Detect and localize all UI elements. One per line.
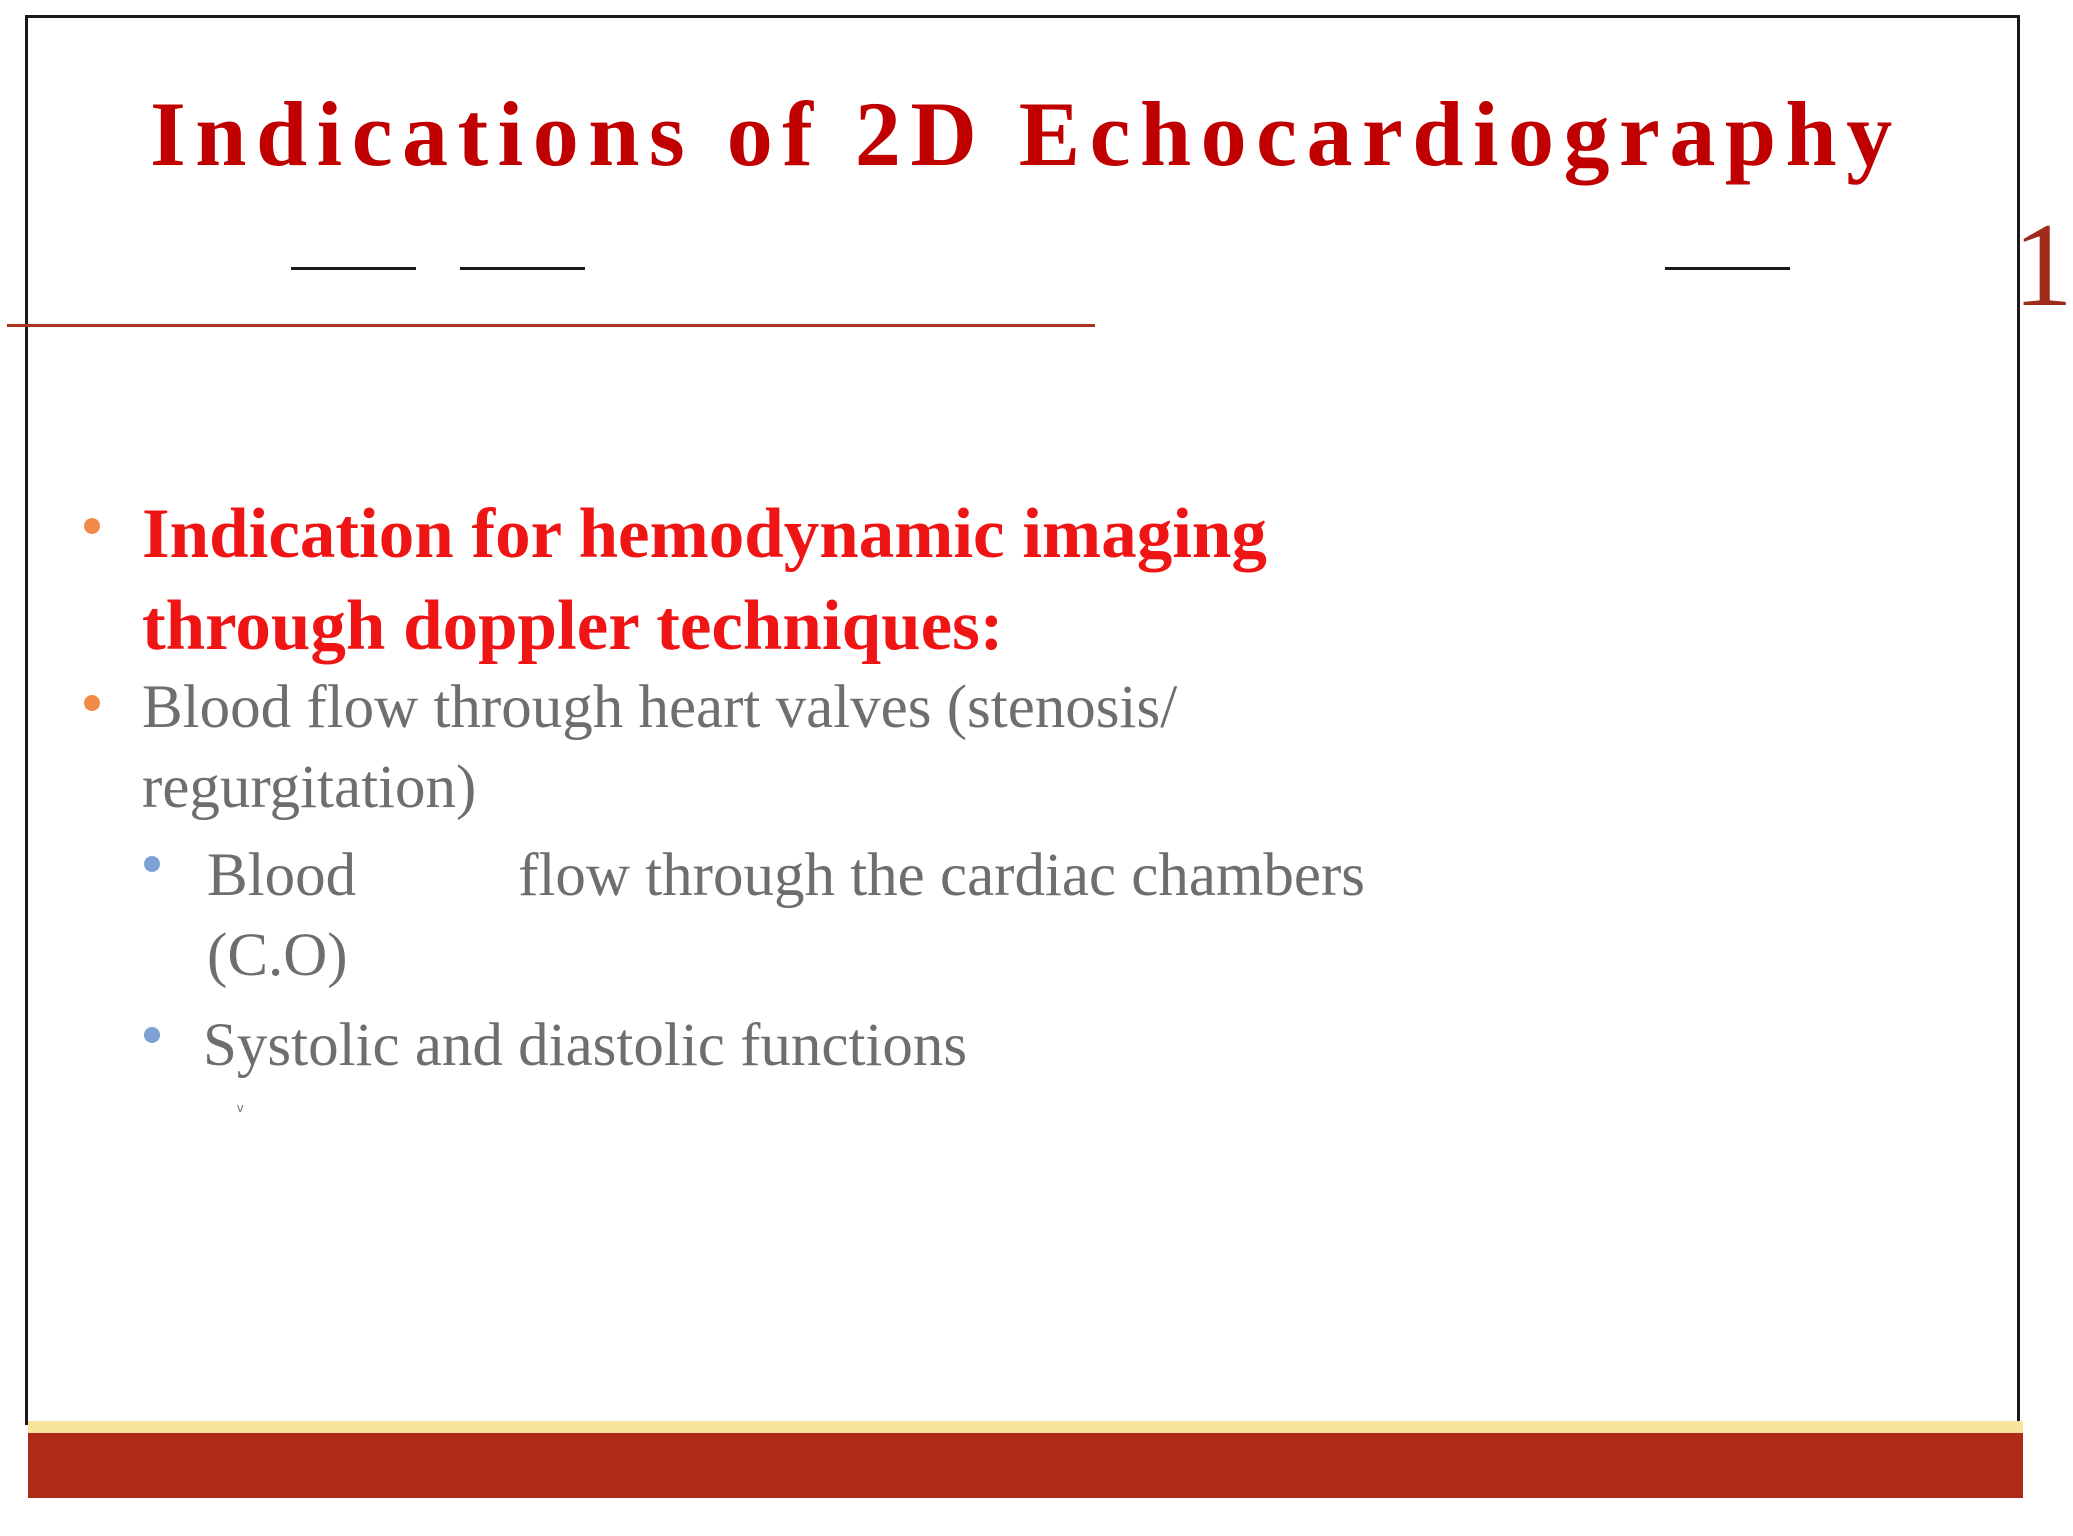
- footer-band: [28, 1433, 2023, 1498]
- section-heading: [142, 488, 1542, 672]
- bullet-dot: [144, 856, 160, 872]
- underline-dash: [1665, 267, 1790, 270]
- slide-number: 1: [2013, 198, 2073, 331]
- bullet-text-line: regurgitation): [142, 754, 477, 821]
- sub-bullet-item: [203, 1006, 1603, 1086]
- bullet-text-line: [207, 836, 1607, 916]
- underline-dash: [460, 267, 585, 270]
- bullet-text-part: flow through the cardiac chambers: [518, 842, 1366, 909]
- bullet-text-part: Blood: [207, 842, 357, 909]
- footer-stripe: [28, 1421, 2023, 1433]
- bullet-dot: [144, 1027, 160, 1043]
- bullet-text-line: Systolic and diastolic functions: [203, 1012, 968, 1079]
- sub-bullet-item: [207, 836, 1607, 996]
- bullet-text-line: Blood flow through heart valves (stenosis/: [142, 674, 1178, 741]
- frame-left-border: [25, 15, 28, 1425]
- bullet-dot: [84, 518, 100, 534]
- bullet-dot: [84, 695, 100, 711]
- title-rule: [7, 324, 1095, 327]
- heading-line: through doppler techniques:: [142, 587, 1004, 665]
- frame-top-border: [25, 15, 2020, 18]
- underline-dash: [291, 267, 416, 270]
- slide-title: Indications of 2D Echocardiography: [150, 83, 1902, 185]
- heading-line: Indication for hemodynamic imaging: [142, 495, 1267, 573]
- bullet-item: [142, 668, 1442, 828]
- bullet-text-line: (C.O): [207, 922, 348, 989]
- stray-mark: v: [237, 1100, 244, 1115]
